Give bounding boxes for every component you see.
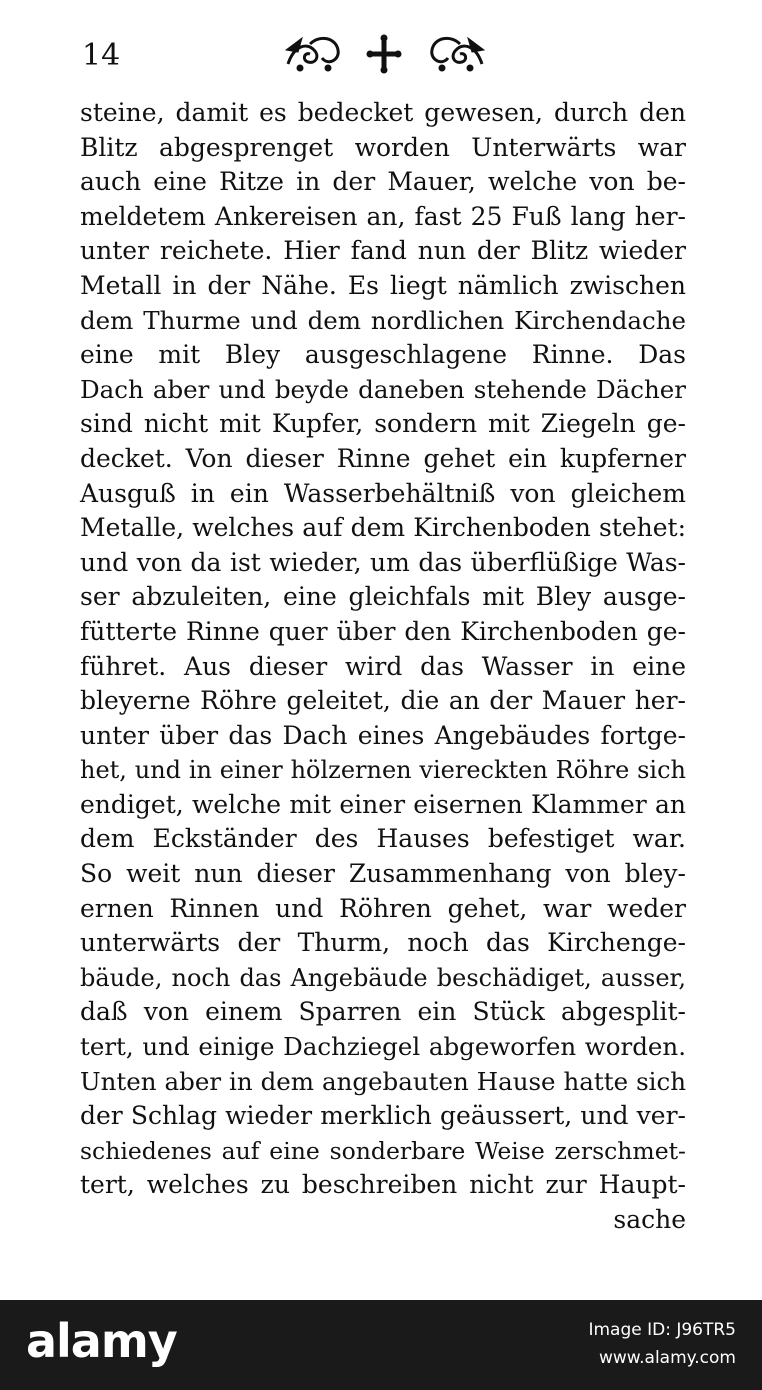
text-line: unter über das Dach eines Angebäudes fortge- <box>80 720 686 750</box>
text-line: unter reichete. Hier fand nun der Blitz wieder <box>80 236 686 266</box>
text-line: Metalle, welches auf dem Kirchenboden stehet: <box>80 513 686 543</box>
text-line: ernen Rinnen und Röhren gehet, war weder <box>80 893 686 923</box>
text-line: Unten aber in dem angebauten Hause hatte sich <box>80 1066 686 1096</box>
catchword: sache <box>613 1205 686 1234</box>
fleuron-ornament-icon <box>280 28 490 78</box>
text-line: Blitz abgesprenget worden Unterwärts war <box>80 132 686 162</box>
alamy-logo: alamy <box>26 1314 177 1368</box>
text-line: auch eine Ritze in der Mauer, welche von be- <box>80 167 686 197</box>
text-line: meldetem Ankereisen an, fast 25 Fuß lang her- <box>80 201 686 231</box>
text-line: dem Thurme und dem nordlichen Kirchendache <box>80 305 686 335</box>
text-line: sind nicht mit Kupfer, sondern mit Ziegeln ge- <box>80 409 686 439</box>
text-line: endiget, welche mit einer eisernen Klammer an <box>80 789 686 819</box>
text-line: der Schlag wieder merklich geäussert, und ver- <box>80 1101 686 1131</box>
watermark-bar <box>0 1300 762 1390</box>
text-line: Metall in der Nähe. Es liegt nämlich zwischen <box>80 270 686 300</box>
page-number: 14 <box>82 38 121 73</box>
text-line: fütterte Rinne quer über den Kirchenboden ge- <box>80 616 686 646</box>
text-line: bleyerne Röhre geleitet, die an der Mauer her- <box>80 686 686 716</box>
text-line: bäude, noch das Angebäude beschädiget, ausser, <box>80 963 686 992</box>
text-line: Dach aber und beyde daneben stehende Dächer <box>80 374 686 404</box>
text-line: eine mit Bley ausgeschlagene Rinne. Das <box>80 340 686 370</box>
text-line: So weit nun dieser Zusammenhang von bley- <box>80 859 686 889</box>
text-line: tert, welches zu beschreiben nicht zur Haupt- <box>80 1170 686 1200</box>
site-url-label: www.alamy.com <box>598 1348 736 1368</box>
text-line: het, und in einer hölzernen viereckten Röhre sich <box>80 756 686 785</box>
text-line: führet. Aus dieser wird das Wasser in eine <box>80 651 686 681</box>
text-line: und von da ist wieder, um das überflüßige Was- <box>80 547 686 577</box>
page-text <box>80 96 686 1238</box>
text-line: tert, und einige Dachziegel abgeworfen worden. <box>80 1032 686 1062</box>
text-line: ser abzuleiten, eine gleichfals mit Bley ausge- <box>80 582 686 612</box>
footer-meta <box>588 1316 736 1372</box>
image-id-label: Image ID: J96TR5 <box>588 1320 736 1340</box>
text-line: daß von einem Sparren ein Stück abgesplit- <box>80 997 686 1027</box>
text-line: dem Eckständer des Hauses befestiget war. <box>80 824 686 854</box>
text-line: Ausguß in ein Wasserbehältniß von gleichem <box>80 478 686 508</box>
text-line: decket. Von dieser Rinne gehet ein kupferner <box>80 443 686 473</box>
text-line: unterwärts der Thurm, noch das Kirchenge- <box>80 928 686 958</box>
text-line: steine, damit es bedecket gewesen, durch den <box>80 98 686 127</box>
text-line: schiedenes auf eine sonderbare Weise zerschmet- <box>80 1136 686 1165</box>
